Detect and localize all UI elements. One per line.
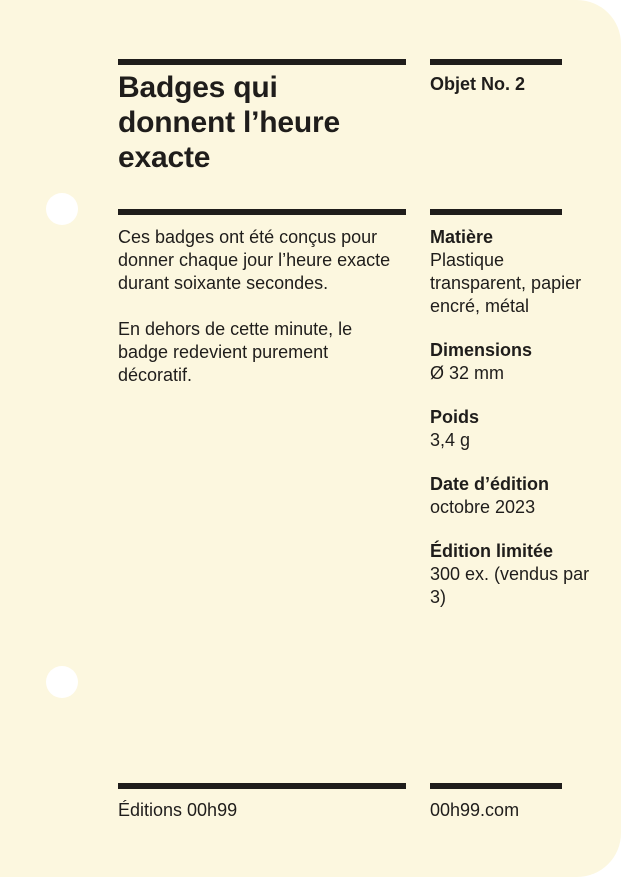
spec-dimensions bbox=[430, 339, 590, 385]
page-title bbox=[118, 70, 398, 175]
specs-top-rule bbox=[430, 209, 562, 215]
specs-list bbox=[430, 226, 590, 630]
binder-hole-top bbox=[46, 193, 78, 225]
description-paragraph-2: En dehors de cette minute, le badge redevient purement décoratif. bbox=[118, 319, 353, 385]
footer-right-rule bbox=[430, 783, 562, 789]
spec-label: Édition limitée bbox=[430, 541, 554, 561]
description-paragraph-1: Ces badges ont été conçus pour donner chaque jour l’heure exacte durant soixante secondes. bbox=[118, 227, 391, 293]
footer-left-rule bbox=[118, 783, 406, 789]
spec-value: 300 ex. (vendus par 3) bbox=[430, 564, 590, 607]
website-link[interactable]: 00h99.com bbox=[430, 800, 520, 820]
spec-material bbox=[430, 226, 590, 318]
title-line-1: Badges qui bbox=[118, 71, 278, 104]
object-number: Objet No. 2 bbox=[430, 74, 526, 94]
object-top-rule bbox=[430, 59, 562, 65]
publisher-name: Éditions 00h99 bbox=[118, 800, 238, 820]
title-line-2: donnent l’heure bbox=[118, 106, 341, 139]
title-line-3: exacte bbox=[118, 141, 211, 174]
spec-weight bbox=[430, 406, 590, 452]
binder-hole-bottom bbox=[46, 666, 78, 698]
spec-value: 3,4 g bbox=[430, 430, 471, 450]
spec-value: Plastique transparent, papier encré, métal bbox=[430, 250, 582, 316]
spec-label: Date d’édition bbox=[430, 474, 550, 494]
title-top-rule bbox=[118, 59, 406, 65]
spec-edition-date bbox=[430, 473, 590, 519]
description-top-rule bbox=[118, 209, 406, 215]
spec-value: Ø 32 mm bbox=[430, 363, 505, 383]
spec-limited-edition bbox=[430, 540, 590, 609]
spec-label: Dimensions bbox=[430, 340, 533, 360]
spec-label: Poids bbox=[430, 407, 480, 427]
description bbox=[118, 226, 398, 410]
spec-value: octobre 2023 bbox=[430, 497, 536, 517]
spec-label: Matière bbox=[430, 227, 494, 247]
